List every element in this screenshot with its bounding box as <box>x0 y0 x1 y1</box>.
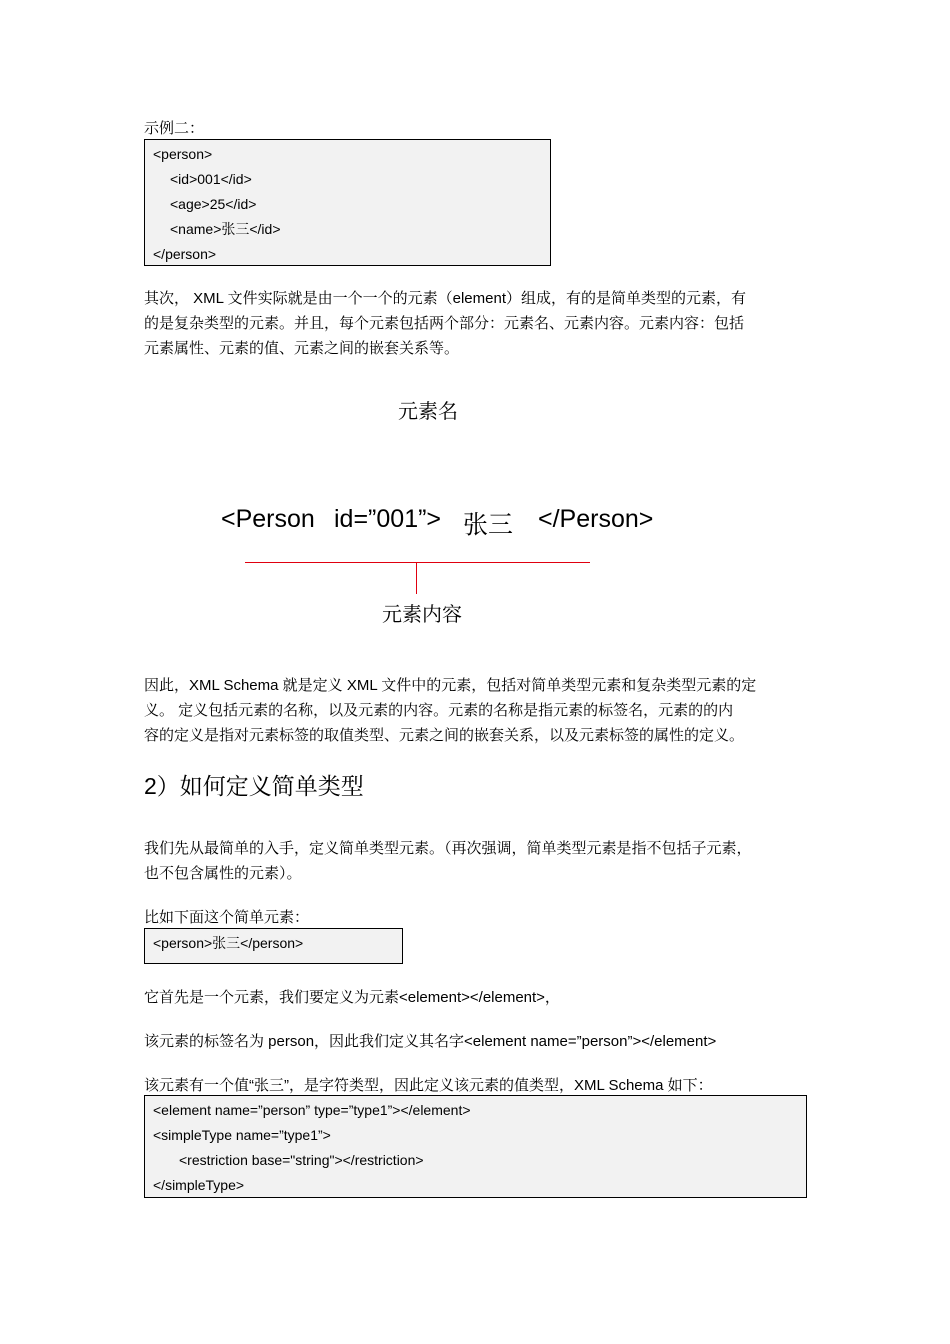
element-content-label: 元素内容 <box>382 604 462 626</box>
section-intro-line: 我们先从最简单的入手，定义简单类型元素。（再次强调，简单类型元素是指不包括子元素， <box>144 840 752 857</box>
content-pointer-line <box>416 562 417 594</box>
intro-line: 其次， XML 文件实际就是由一个一个的元素（element）组成，有的是简单类型的元素，有 <box>144 290 746 307</box>
step-text: 它首先是一个元素，我们要定义为元素<element></element>， <box>144 989 560 1006</box>
code-line: </person> <box>153 246 217 262</box>
section-heading: 2）如何定义简单类型 <box>144 773 364 799</box>
code-line: </simpleType> <box>153 1177 245 1193</box>
code-line: <age>25</id> <box>170 196 257 212</box>
diagram-content: 张三 <box>463 511 514 539</box>
code-line: <restriction base="string"></restriction> <box>179 1152 424 1168</box>
simple-element-code-box <box>144 928 403 964</box>
code-line: <person>张三</person> <box>153 935 304 951</box>
summary-line: 义。 定义包括元素的名称，以及元素的内容。元素的名称是指元素的标签名，元素的的内 <box>144 702 734 719</box>
intro-line: 元素属性、元素的值、元素之间的嵌套关系等。 <box>144 340 460 357</box>
diagram-attribute: id=”001”> <box>334 505 442 533</box>
summary-line: 容的定义是指对元素标签的取值类型、元素之间的嵌套关系，以及元素标签的属性的定义。 <box>144 727 745 744</box>
content-bracket-line <box>245 562 590 563</box>
step-text: 该元素的标签名为 person，因此我们定义其名字<element name=”person”></element> <box>144 1033 717 1050</box>
intro-line: 的是复杂类型的元素。并且，每个元素包括两个部分：元素名、元素内容。元素内容：包括 <box>144 315 745 332</box>
diagram-tag-open: <Person <box>221 505 315 533</box>
code-line: <id>001</id> <box>170 171 252 187</box>
schema-code-box <box>144 1095 807 1198</box>
code-line: <person> <box>153 146 213 162</box>
code-line: <element name=”person” type=”type1”></element> <box>153 1102 471 1118</box>
code-line: <simpleType name=”type1”> <box>153 1127 331 1143</box>
diagram-tag-close: </Person> <box>538 505 654 533</box>
code-line: <name>张三</id> <box>170 221 281 237</box>
element-name-label: 元素名 <box>398 401 458 423</box>
example2-label: 示例二： <box>144 120 205 137</box>
step-text: 该元素有一个值“张三”，是字符类型，因此定义该元素的值类型，XML Schema 如下： <box>144 1077 713 1094</box>
example2-code-box <box>144 139 551 266</box>
example-label: 比如下面这个简单元素： <box>144 909 310 926</box>
section-intro-line: 也不包含属性的元素）。 <box>144 865 302 882</box>
summary-line: 因此，XML Schema 就是定义 XML 文件中的元素，包括对简单类型元素和复杂类型元素的定 <box>144 677 757 694</box>
